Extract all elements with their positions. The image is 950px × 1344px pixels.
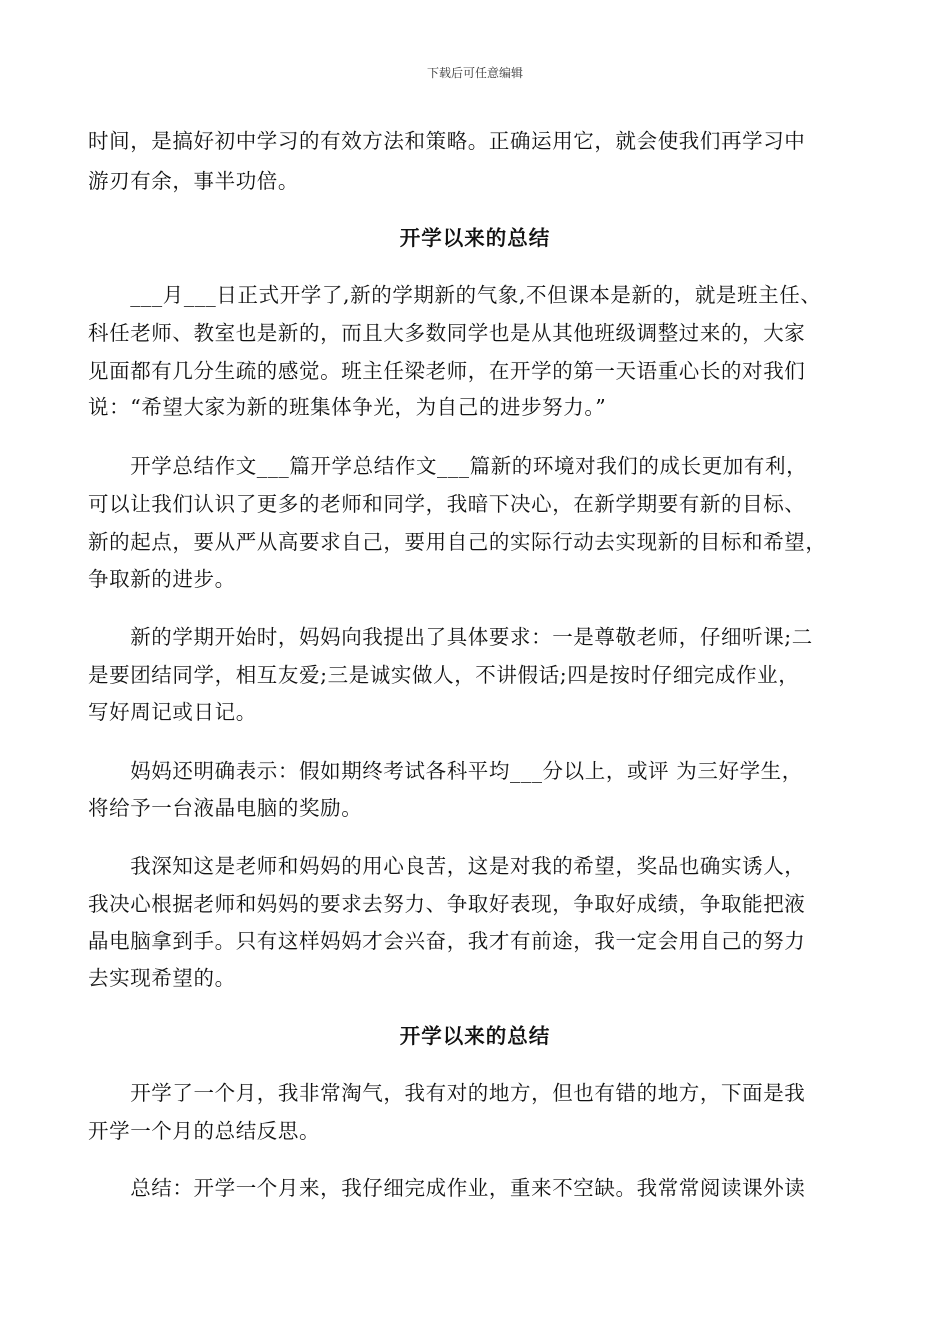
text-line: 将给予一台液晶电脑的奖励。 (88, 796, 363, 820)
text-line: 我深知这是老师和妈妈的用心良苦，这是对我的希望，奖品也确实诱人， (88, 854, 806, 878)
text-line: 新的起点，要从严从高要求自己，要用自己的实际行动去实现新的目标和希望， (88, 530, 827, 554)
page-header: 下载后可任意编辑 (426, 66, 523, 80)
text-line: 开学一个月的总结反思。 (88, 1119, 321, 1143)
text-line: 可以让我们认识了更多的老师和同学，我暗下决心，在新学期要有新的目标、 (88, 492, 806, 516)
text-line: 时间，是搞好初中学习的有效方法和策略。正确运用它，就会使我们再学习中 (88, 129, 806, 153)
text-line: 去实现希望的。 (88, 966, 236, 990)
text-line: 游刃有余，事半功倍。 (88, 169, 299, 193)
text-line: 说：“希望大家为新的班集体争光，为自己的进步努力。” (88, 395, 607, 419)
text-line: 晶电脑拿到手。只有这样妈妈才会兴奋，我才有前途，我一定会用自己的努力 (88, 929, 806, 953)
text-line: 见面都有几分生疏的感觉。班主任梁老师，在开学的第一天语重心长的对我们 (88, 359, 806, 383)
text-line: 妈妈还明确表示：假如期终考试各科平均___分以上，或评 为三好学生， (88, 759, 803, 783)
text-line: 开学了一个月，我非常淘气，我有对的地方，但也有错的地方，下面是我 (88, 1081, 806, 1105)
text-line: 新的学期开始时，妈妈向我提出了具体要求：一是尊敬老师，仔细听课;二 (88, 625, 813, 649)
section-heading: 开学以来的总结 (399, 226, 551, 250)
text-line: 开学总结作文___篇开学总结作文___篇新的环境对我们的成长更加有利， (88, 454, 808, 478)
text-line: 总结：开学一个月来，我仔细完成作业，重来不空缺。我常常阅读课外读 (88, 1176, 806, 1200)
text-line: 我决心根据老师和妈妈的要求去努力、争取好表现，争取好成绩，争取能把液 (88, 892, 806, 916)
text-line: 写好周记或日记。 (88, 700, 257, 724)
section-heading: 开学以来的总结 (399, 1024, 551, 1048)
text-line: 是要团结同学，相互友爱;三是诚实做人，不讲假话;四是按时仔细完成作业， (88, 663, 800, 687)
text-line: 科任老师、教室也是新的，而且大多数同学也是从其他班级调整过来的，大家 (88, 321, 806, 345)
text-line: 争取新的进步。 (88, 567, 236, 591)
text-line: ___月___日正式开学了,新的学期新的气象,不但课本是新的，就是班主任、 (88, 283, 822, 307)
